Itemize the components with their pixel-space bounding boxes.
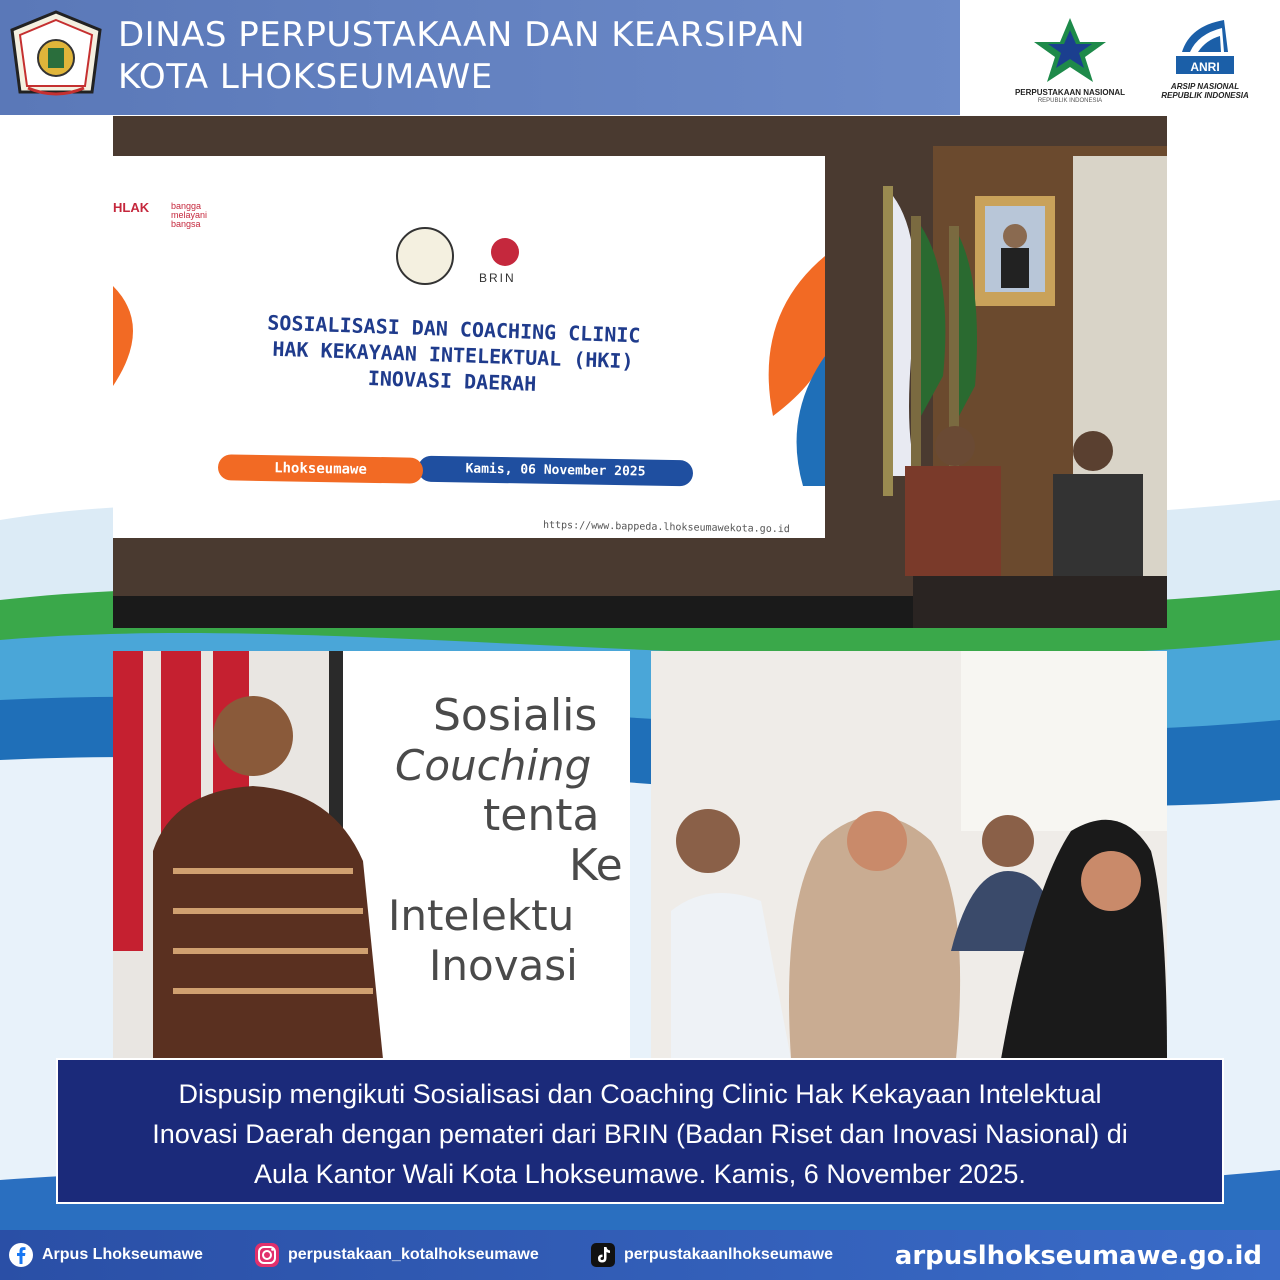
screen-title-line-2: HAK KEKAYAAN INTELEKTUAL (HKI) [272, 336, 634, 374]
footer-tiktok-label: perpustakaanlhokseumawe [624, 1246, 833, 1263]
footer-facebook-label: Arpus Lhokseumawe [42, 1246, 203, 1263]
screen-akhlak-label: HLAK [113, 200, 150, 215]
footer-facebook-link[interactable] [8, 1230, 203, 1280]
perpustakaan-nasional-caption [1010, 88, 1130, 106]
header-title-line-1: DINAS PERPUSTAKAAN DAN KEARSIPAN [118, 15, 806, 55]
bangga-line-3: bangsa [171, 219, 201, 229]
perpustakaan-nasional-label: PERPUSTAKAAN NASIONAL [1014, 88, 1126, 97]
anri-caption-line-1: ARSIP NASIONAL [1170, 82, 1240, 91]
bangga-line-1: bangga [171, 201, 202, 211]
speaker-photo [113, 651, 630, 1059]
audience-scene-illustration [651, 651, 1167, 1059]
header-title-line-2: KOTA LHOKSEUMAWE [118, 57, 493, 97]
footer-instagram-link[interactable] [254, 1230, 539, 1280]
screen-title-line-3: INOVASI DAERAH [367, 366, 537, 396]
caption-box [56, 1058, 1224, 1204]
slide-line-4: Ke [569, 840, 623, 891]
screen-brin-label: BRIN [479, 271, 516, 285]
header-title [118, 14, 948, 98]
slide-line-6: Inovasi [429, 941, 578, 990]
footer-tiktok-link[interactable] [590, 1230, 833, 1280]
screen-city-pill: Lhokseumawe [218, 454, 423, 484]
header-banner [0, 0, 960, 115]
slide-text [383, 691, 630, 991]
screen-url: https://www.bappeda.lhokseumawekota.go.id [542, 519, 790, 536]
main-event-photo [113, 116, 1167, 628]
slide-line-3: tenta [483, 790, 600, 841]
audience-photo [651, 651, 1167, 1059]
instagram-icon [254, 1242, 280, 1268]
anri-caption-line-2: REPUBLIK INDONESIA [1161, 91, 1249, 100]
anri-caption [1150, 82, 1260, 100]
footer-website-link[interactable]: arpuslhokseumawe.go.id [894, 1241, 1262, 1271]
caption-line-3: Aula Kantor Wali Kota Lhokseumawe. Kamis, 6 November 2025. [254, 1159, 1026, 1189]
city-emblem-icon [8, 8, 104, 100]
anri-mark: ANRI [1190, 60, 1220, 74]
screen-date-pill: Kamis, 06 November 2025 [418, 456, 693, 487]
footer-instagram-label: perpustakaan_kotalhokseumawe [288, 1246, 539, 1263]
footer-bar [0, 1230, 1280, 1280]
screen-title-line-1: SOSIALISASI DAN COACHING CLINIC [266, 310, 641, 348]
projection-screen [113, 156, 825, 538]
slide-line-5: Intelektu [388, 891, 575, 940]
facebook-icon [8, 1242, 34, 1268]
perpustakaan-nasional-sublabel: REPUBLIK INDONESIA [1037, 98, 1103, 104]
slide-line-1: Sosialis [433, 690, 598, 741]
caption-line-2: Inovasi Daerah dengan pemateri dari BRIN (Badan Riset dan Inovasi Nasional) di [152, 1119, 1128, 1149]
tiktok-icon [590, 1242, 616, 1268]
screen-bangga-label [171, 202, 207, 229]
slide-line-2: Couching [395, 741, 592, 790]
bangga-line-2: melayani [171, 210, 208, 220]
caption-line-1: Dispusip mengikuti Sosialisasi dan Coaching Clinic Hak Kekayaan Intelektual [178, 1079, 1102, 1109]
